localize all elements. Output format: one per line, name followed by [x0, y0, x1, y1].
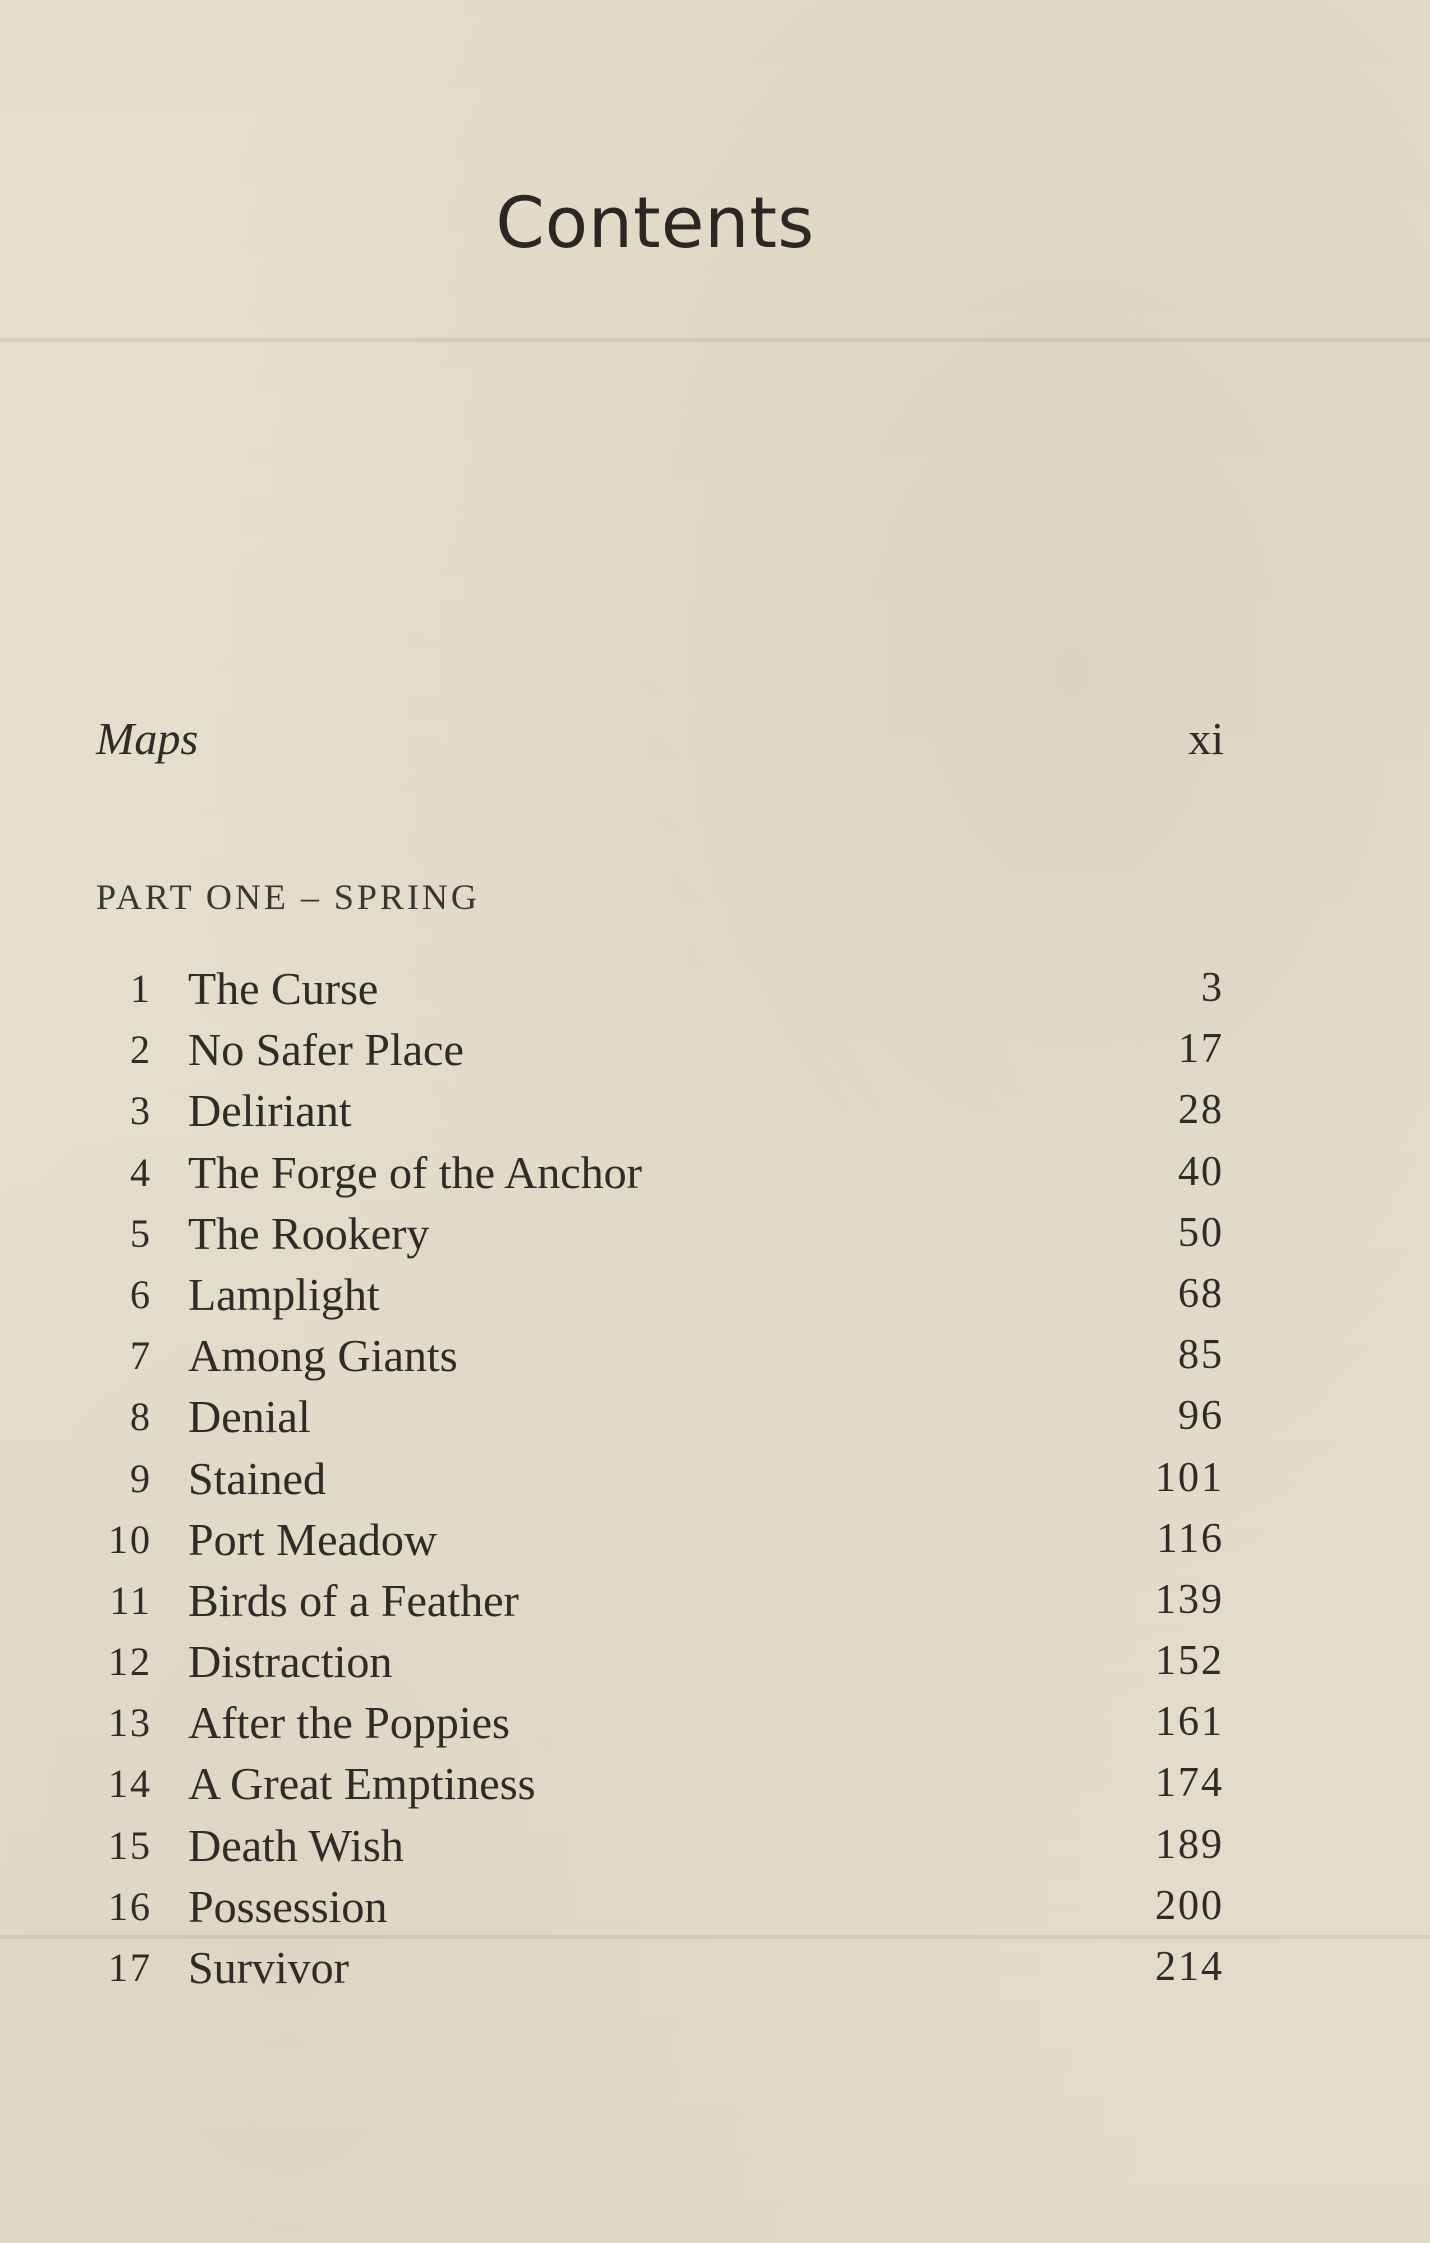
- chapter-page-number: 28: [1178, 1087, 1224, 1134]
- chapter-entry: [96, 1325, 1224, 1386]
- chapter-title: The Rookery: [188, 1207, 430, 1259]
- chapter-page-number: 189: [1155, 1821, 1224, 1868]
- chapter-entry: [96, 1264, 1224, 1325]
- chapter-number: 7: [130, 1333, 152, 1379]
- chapter-entry: [96, 958, 1224, 1019]
- page-title: Contents: [495, 182, 815, 264]
- chapter-entry: [96, 1019, 1224, 1080]
- chapter-title: Deliriant: [188, 1085, 352, 1137]
- chapter-number: 15: [108, 1822, 152, 1868]
- chapter-page-number: 40: [1178, 1148, 1224, 1195]
- chapter-entry: [96, 1386, 1224, 1447]
- chapter-title: A Great Emptiness: [188, 1758, 536, 1810]
- chapter-entry: [96, 1692, 1224, 1753]
- chapter-entry: [96, 1080, 1224, 1141]
- chapter-page-number: 85: [1178, 1332, 1224, 1379]
- chapter-number: 12: [108, 1639, 152, 1685]
- chapter-entry: [96, 1203, 1224, 1264]
- chapter-title: After the Poppies: [188, 1697, 510, 1749]
- chapter-page-number: 101: [1155, 1454, 1224, 1501]
- chapter-page-number: 50: [1178, 1209, 1224, 1256]
- chapter-page-number: 3: [1201, 965, 1224, 1011]
- chapter-entry: [96, 1937, 1224, 1998]
- chapter-title: Stained: [188, 1452, 326, 1504]
- chapter-number: 14: [108, 1761, 152, 1807]
- chapter-title: Denial: [188, 1391, 311, 1443]
- maps-label: Maps: [96, 713, 199, 764]
- chapter-entry: [96, 1448, 1224, 1509]
- chapter-page-number: 214: [1155, 1944, 1224, 1990]
- chapter-number: 8: [130, 1394, 152, 1440]
- chapter-number: 4: [130, 1149, 152, 1195]
- chapter-title: No Safer Place: [188, 1024, 464, 1076]
- chapter-number: 3: [130, 1088, 152, 1134]
- chapter-page-number: 116: [1156, 1515, 1224, 1562]
- maps-page-number: xi: [1188, 713, 1224, 764]
- chapter-entry: [96, 1753, 1224, 1814]
- chapter-title: Port Meadow: [188, 1513, 438, 1565]
- chapter-number: 6: [130, 1271, 152, 1317]
- chapter-page-number: 152: [1155, 1638, 1224, 1685]
- chapter-number: 13: [108, 1700, 152, 1746]
- chapter-title: The Curse: [188, 963, 379, 1014]
- chapter-page-number: 200: [1155, 1882, 1224, 1929]
- chapter-number: 10: [108, 1516, 152, 1562]
- chapter-title: Possession: [188, 1880, 388, 1932]
- chapter-entry: [96, 1876, 1224, 1937]
- chapter-entry: [96, 1570, 1224, 1631]
- chapter-page-number: 139: [1155, 1576, 1224, 1623]
- part-heading: PART ONE – SPRING: [96, 877, 480, 917]
- chapter-list: [96, 958, 1224, 1998]
- chapter-title: Birds of a Feather: [188, 1574, 519, 1626]
- chapter-number: 9: [130, 1455, 152, 1501]
- chapter-number: 5: [130, 1210, 152, 1256]
- chapter-title: Survivor: [188, 1942, 349, 1993]
- chapter-title: The Forge of the Anchor: [188, 1146, 642, 1198]
- chapter-entry: [96, 1509, 1224, 1570]
- chapter-title: Among Giants: [188, 1330, 458, 1382]
- chapter-title: Distraction: [188, 1636, 393, 1688]
- chapter-entry: [96, 1815, 1224, 1876]
- chapter-number: 17: [108, 1945, 152, 1990]
- chapter-page-number: 68: [1178, 1270, 1224, 1317]
- maps-entry: [96, 712, 1224, 772]
- chapter-page-number: 174: [1155, 1760, 1224, 1807]
- chapter-number: 2: [130, 1027, 152, 1073]
- show-through-line: [0, 338, 1430, 342]
- chapter-number: 16: [108, 1883, 152, 1929]
- chapter-number: 1: [130, 966, 152, 1011]
- chapter-title: Death Wish: [188, 1819, 404, 1871]
- chapter-entry: [96, 1631, 1224, 1692]
- chapter-page-number: 161: [1155, 1699, 1224, 1746]
- chapter-title: Lamplight: [188, 1268, 380, 1320]
- chapter-entry: [96, 1142, 1224, 1203]
- chapter-page-number: 17: [1178, 1026, 1224, 1073]
- chapter-number: 11: [109, 1577, 152, 1623]
- chapter-page-number: 96: [1178, 1393, 1224, 1440]
